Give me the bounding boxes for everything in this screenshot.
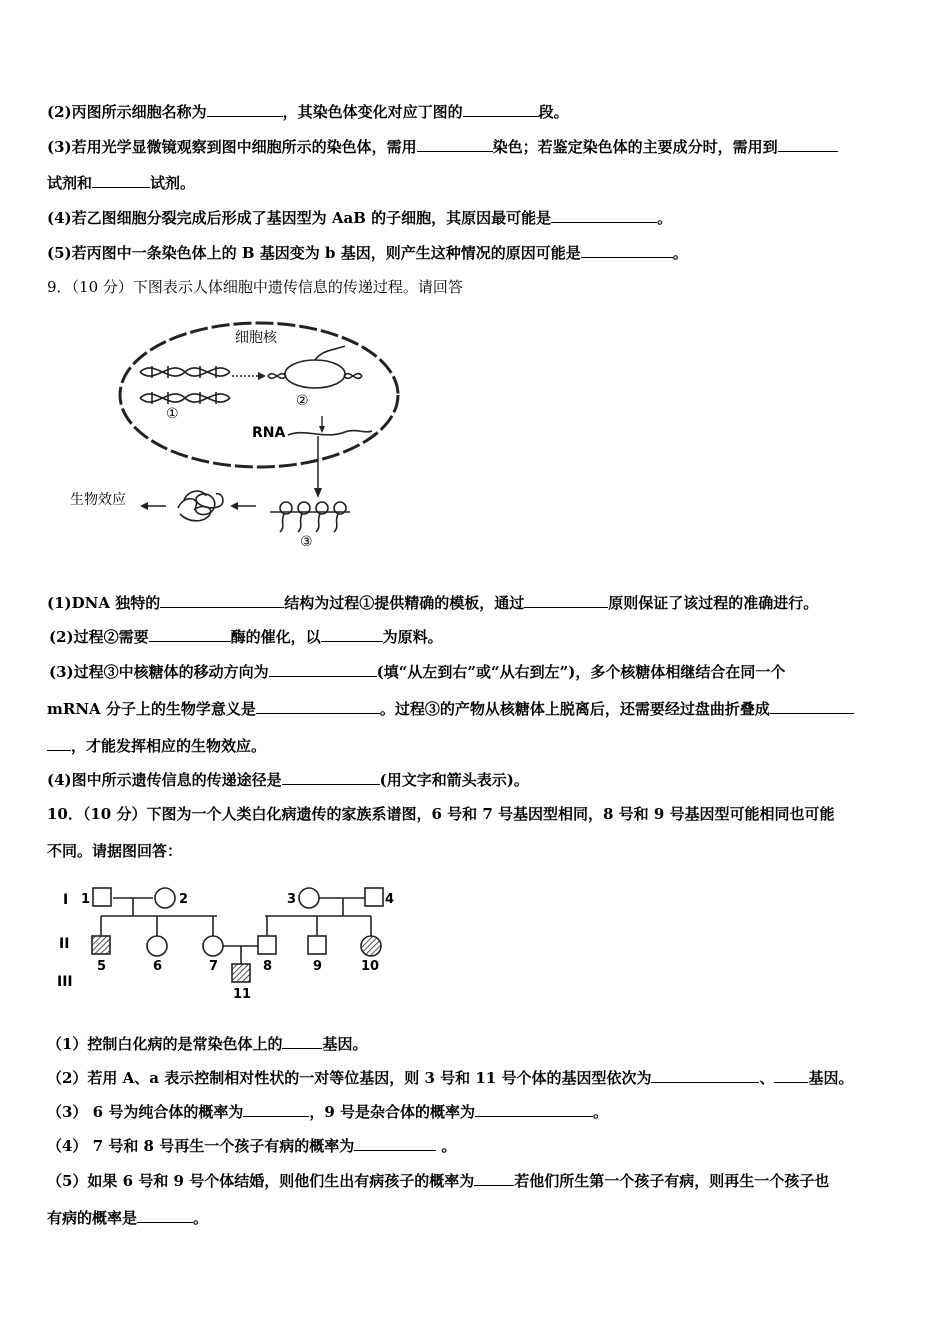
answer-blank[interactable] [581, 243, 673, 258]
folded-protein-icon [178, 491, 223, 521]
individual-1 [93, 888, 111, 906]
dna-helix-icon [140, 366, 230, 404]
individual-5-affected [92, 936, 110, 954]
q10-part3: （3） 6 号为纯合体的概率为 ，9 号是杂合体的概率为 。 [47, 1103, 609, 1121]
answer-blank[interactable] [282, 770, 380, 785]
answer-blank[interactable] [137, 1208, 193, 1223]
q9-part3-cont: mRNA 分子上的生物学意义是 。过程③的产物从核糖体上脱离后，还需要经过盘曲折叠成 [47, 699, 854, 719]
q10-part4: （4） 7 号和 8 号再生一个孩子有病的概率为 。 [47, 1137, 457, 1155]
answer-blank[interactable] [207, 102, 283, 117]
answer-blank[interactable] [778, 137, 838, 152]
pedigree-chart [55, 880, 415, 1005]
individual-7 [203, 936, 223, 956]
answer-blank[interactable] [269, 662, 377, 677]
q9-part3-end: ，才能发挥相应的生物效应。 [47, 736, 266, 756]
answer-blank[interactable] [474, 1171, 514, 1186]
individual-10-affected [361, 936, 381, 956]
step3-label: ③ [300, 534, 313, 550]
q10-heading: 10．（10 分）下图为一个人类白化病遗传的家族系谱图，6 号和 7 号基因型相同，8 号和 9 号基因型可能相同也可能 [47, 805, 835, 823]
individual-11-affected [232, 964, 250, 982]
id-9: 9 [313, 959, 323, 974]
q10-heading-cont: 不同。请据图回答： [47, 842, 183, 860]
id-5: 5 [97, 959, 107, 974]
id-7: 7 [209, 959, 219, 974]
answer-blank[interactable] [47, 736, 71, 751]
answer-blank[interactable] [417, 137, 493, 152]
transcription-bubble-icon [268, 346, 362, 388]
id-11: 11 [233, 987, 252, 1002]
answer-blank[interactable] [354, 1136, 436, 1151]
answer-blank[interactable] [92, 173, 150, 188]
id-4: 4 [385, 892, 395, 907]
step1-label: ① [166, 406, 179, 422]
rna-label: RNA [252, 425, 286, 441]
q9-heading: 9．（10 分）下图表示人体细胞中遗传信息的传递过程。请回答 [47, 278, 463, 296]
q8-part5: (5)若丙图中一条染色体上的 B 基因变为 b 基因，则产生这种情况的原因可能是 。 [47, 244, 688, 262]
answer-blank[interactable] [282, 1034, 322, 1049]
answer-blank[interactable] [321, 627, 383, 642]
q9-part3: (3)过程③中核糖体的移动方向为 (填“从左到右”或“从右到左”)，多个核糖体相继结合在同一个 [49, 663, 786, 681]
individual-8 [258, 936, 276, 954]
q9-part1: (1)DNA 独特的 结构为过程①提供精确的模板，通过 原则保证了该过程的准确进行。 [47, 594, 819, 612]
q10-part2: （2）若用 A、a 表示控制相对性状的一对等位基因，则 3 号和 11 号个体的基因型依次为 、 基因。 [47, 1069, 854, 1087]
q10-part1: （1）控制白化病的是常染色体上的 基因。 [47, 1035, 368, 1053]
q9-part2: (2)过程②需要 酶的催化，以 为原料。 [49, 628, 443, 646]
id-2: 2 [179, 892, 189, 907]
individual-2 [155, 888, 175, 908]
answer-blank[interactable] [770, 699, 854, 714]
q8-part3: (3)若用光学显微镜观察到图中细胞所示的染色体，需用 染色；若鉴定染色体的主要成分时，需用到 [47, 137, 838, 157]
rna-strand [288, 431, 372, 435]
nucleus-label: 细胞核 [235, 330, 277, 346]
ribosome-chain-icon [270, 502, 350, 532]
gen-3-label: III [57, 974, 73, 990]
answer-blank[interactable] [243, 1102, 309, 1117]
answer-blank[interactable] [774, 1068, 808, 1083]
answer-blank[interactable] [160, 593, 284, 608]
id-10: 10 [361, 959, 380, 974]
gen-1-label: I [63, 892, 69, 908]
id-6: 6 [153, 959, 163, 974]
q10-part5: （5）如果 6 号和 9 号个体结婚，则他们生出有病孩子的概率为 若他们所生第一个孩子有病，则再生一个孩子也 [47, 1172, 830, 1190]
answer-blank[interactable] [551, 208, 657, 223]
id-3: 3 [287, 892, 297, 907]
individual-6 [147, 936, 167, 956]
answer-blank[interactable] [463, 102, 539, 117]
individual-4 [365, 888, 383, 906]
q8-part4: (4)若乙图细胞分裂完成后形成了基因型为 AaB 的子细胞，其原因最可能是 。 [47, 209, 673, 227]
gen-2-label: II [59, 936, 70, 952]
individual-9 [308, 936, 326, 954]
step2-label: ② [296, 393, 309, 409]
q8-part3-cont: 试剂和 试剂。 [47, 174, 196, 192]
answer-blank[interactable] [475, 1102, 593, 1117]
answer-blank[interactable] [651, 1068, 759, 1083]
gene-expression-diagram [60, 310, 420, 560]
id-8: 8 [263, 959, 273, 974]
q9-part4: (4)图中所示遗传信息的传递途径是 (用文字和箭头表示)。 [47, 771, 529, 789]
individual-3 [299, 888, 319, 908]
answer-blank[interactable] [524, 593, 608, 608]
answer-blank[interactable] [256, 699, 380, 714]
q10-part5-cont: 有病的概率是 。 [47, 1209, 209, 1227]
q8-part2: (2)丙图所示细胞名称为 ，其染色体变化对应丁图的 段。 [47, 103, 569, 121]
answer-blank[interactable] [149, 627, 231, 642]
effect-label: 生物效应 [70, 492, 126, 508]
id-1: 1 [81, 892, 91, 907]
